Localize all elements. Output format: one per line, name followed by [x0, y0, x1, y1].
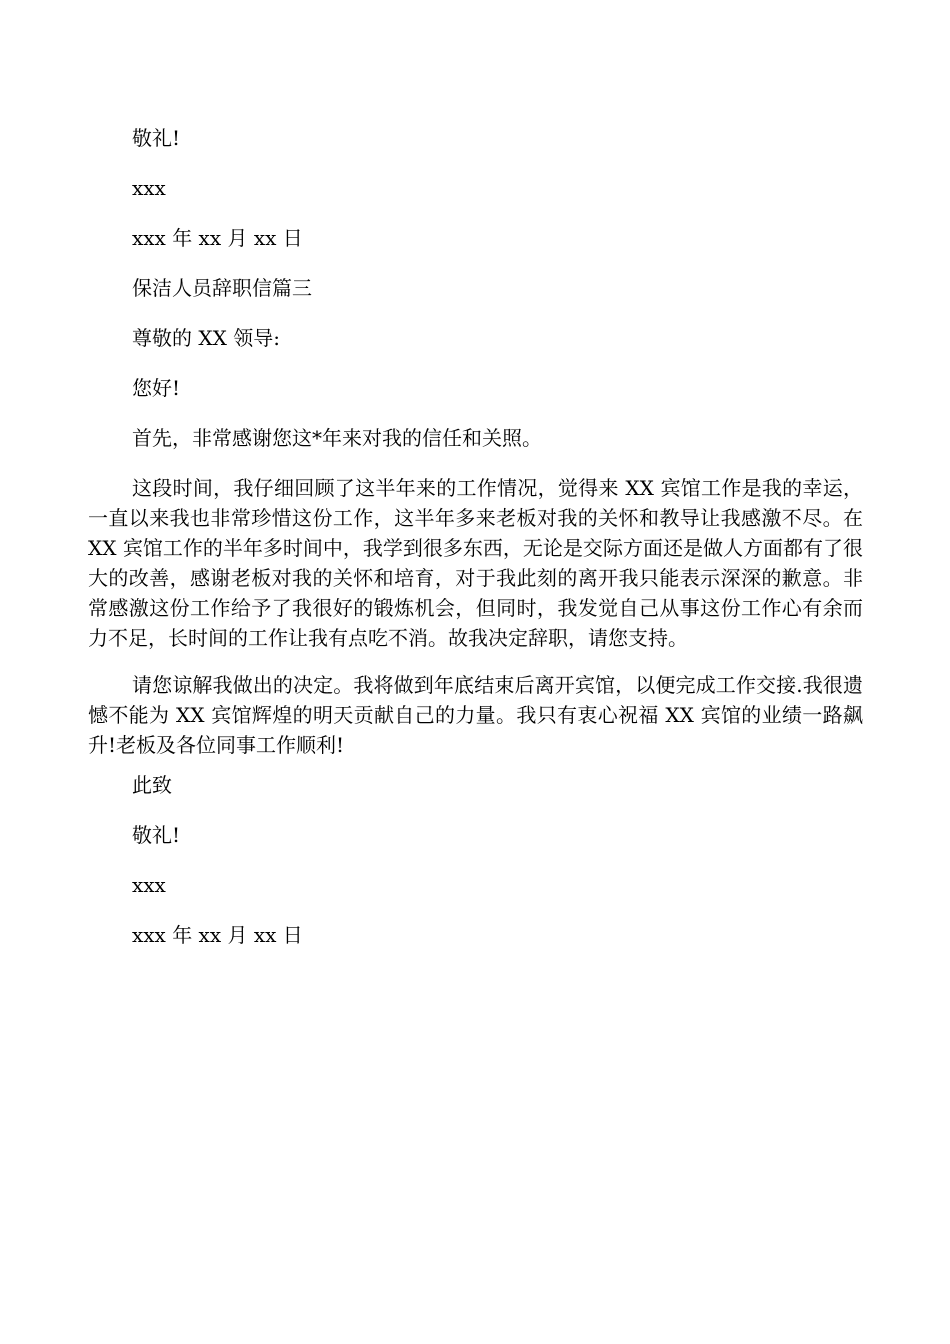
closing-salute-2: 敬礼! — [132, 823, 181, 847]
signature-name-2: xxx — [132, 873, 166, 897]
closing-salute-1: 敬礼! — [132, 126, 181, 150]
body-paragraph-1: 首先，非常感谢您这*年来对我的信任和关照。 — [132, 426, 542, 450]
body-paragraph-3: 请您谅解我做出的决定。我将做到年底结束后离开宾馆，以便完成工作交接.我很遗憾不能为 XX 宾馆辉煌的明天贡献自己的力量。我只有衷心祝福 XX 宾馆的业绩一路飙升!老板及各位同事工作顺利! — [88, 673, 863, 757]
signature-date-1: xxx 年 xx 月 xx 日 — [132, 226, 303, 250]
body-paragraph-2: 这段时间，我仔细回顾了这半年来的工作情况，觉得来 XX 宾馆工作是我的幸运，一直以来我也非常珍惜这份工作，这半年多来老板对我的关怀和教导让我感激不尽。在 XX 宾馆工作的半年多时间中，我学到很多东西，无论是交际方面还是做人方面都有了很大的改善，感谢老板对我的关怀和培育，对于我此刻的离开我只能表示深深的歉意。非常感激这份工作给予了我很好的锻炼机会，但同时，我发觉自己从事这份工作心有余而力不足，长时间的工作让我有点吃不消。故我决定辞职，请您支持。 — [88, 476, 863, 650]
greeting: 您好! — [132, 376, 181, 400]
signature-name-1: xxx — [132, 176, 166, 200]
closing-phrase: 此致 — [132, 773, 172, 797]
signature-date-2: xxx 年 xx 月 xx 日 — [132, 923, 303, 947]
salutation: 尊敬的 XX 领导: — [132, 326, 280, 350]
section-title: 保洁人员辞职信篇三 — [132, 276, 312, 300]
